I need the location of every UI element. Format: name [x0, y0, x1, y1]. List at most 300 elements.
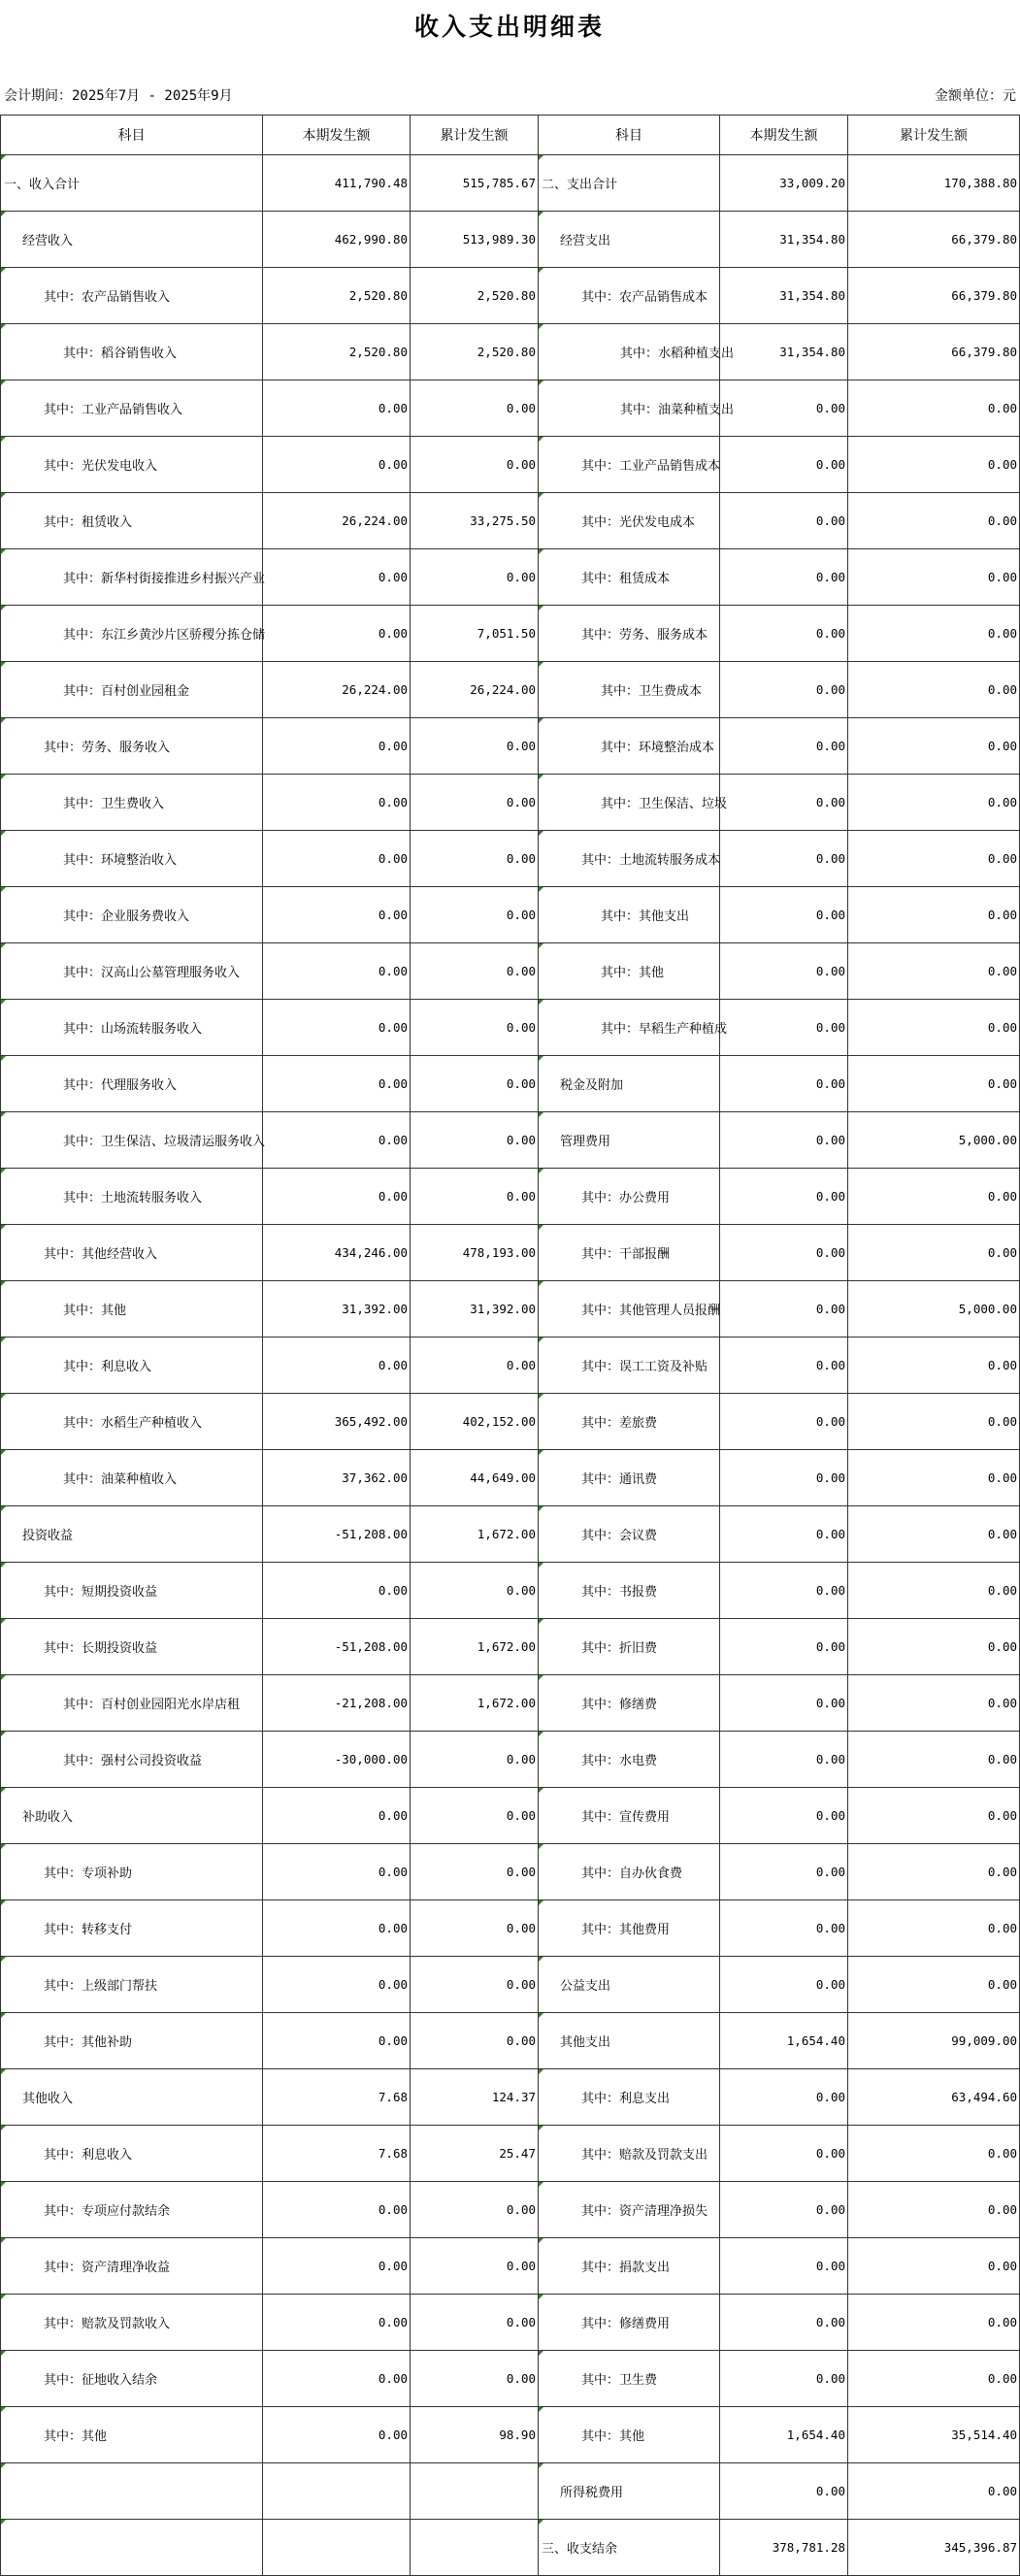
expense-subject: 其中：赔款及罚款支出 [539, 2126, 720, 2182]
expense-current-amount: 0.00 [720, 606, 848, 662]
expense-cumulative-amount: 66,379.80 [848, 212, 1020, 268]
income-current-amount: 0.00 [263, 2351, 411, 2407]
expense-cumulative-amount: 0.00 [848, 1338, 1020, 1394]
income-subject: 其中：租赁收入 [1, 493, 263, 549]
table-row [1, 775, 1020, 831]
table-row [1, 887, 1020, 943]
income-subject: 其中：稻谷销售收入 [1, 324, 263, 380]
income-current-amount: 0.00 [263, 831, 411, 887]
expense-subject: 其中：修缮费 [539, 1675, 720, 1732]
income-cumulative-amount: 0.00 [411, 1056, 539, 1112]
expense-subject: 其他支出 [539, 2013, 720, 2069]
expense-current-amount: 0.00 [720, 1844, 848, 1900]
income-subject: 其中：征地收入结余 [1, 2351, 263, 2407]
income-subject: 经营收入 [1, 212, 263, 268]
income-subject: 其中：企业服务费收入 [1, 887, 263, 943]
expense-subject: 其中：其他支出 [539, 887, 720, 943]
expense-cumulative-amount: 0.00 [848, 2463, 1020, 2520]
income-current-amount: 0.00 [263, 1957, 411, 2013]
table-row [1, 2351, 1020, 2407]
table-row [1, 2463, 1020, 2520]
expense-subject: 其中：卫生费成本 [539, 662, 720, 718]
income-cumulative-amount: 0.00 [411, 1900, 539, 1957]
income-subject: 其中：卫生费收入 [1, 775, 263, 831]
income-cumulative-amount: 0.00 [411, 775, 539, 831]
table-row [1, 2182, 1020, 2238]
expense-cumulative-amount: 0.00 [848, 2238, 1020, 2295]
expense-cumulative-amount: 0.00 [848, 943, 1020, 1000]
income-cumulative-amount: 478,193.00 [411, 1225, 539, 1281]
income-subject: 一、收入合计 [1, 155, 263, 212]
expense-subject: 公益支出 [539, 1957, 720, 2013]
expense-cumulative-amount: 5,000.00 [848, 1281, 1020, 1338]
expense-current-amount: 0.00 [720, 1281, 848, 1338]
income-cumulative-amount: 0.00 [411, 1112, 539, 1169]
table-row [1, 2295, 1020, 2351]
income-subject: 其中：其他补助 [1, 2013, 263, 2069]
expense-subject: 其中：会议费 [539, 1506, 720, 1563]
income-current-amount: 0.00 [263, 943, 411, 1000]
expense-subject: 其中：其他管理人员报酬 [539, 1281, 720, 1338]
expense-subject: 其中：油菜种植支出 [539, 380, 720, 437]
expense-subject: 其中：资产清理净损失 [539, 2182, 720, 2238]
header-subject-right: 科目 [539, 116, 720, 155]
income-cumulative-amount: 31,392.00 [411, 1281, 539, 1338]
income-subject: 投资收益 [1, 1506, 263, 1563]
expense-cumulative-amount: 0.00 [848, 1394, 1020, 1450]
income-current-amount [263, 2463, 411, 2520]
income-current-amount: 2,520.80 [263, 324, 411, 380]
expense-subject: 其中：办公费用 [539, 1169, 720, 1225]
table-row [1, 1450, 1020, 1506]
income-subject: 其中：上级部门帮扶 [1, 1957, 263, 2013]
expense-current-amount: 0.00 [720, 2069, 848, 2126]
income-current-amount: 0.00 [263, 549, 411, 606]
table-row [1, 2069, 1020, 2126]
table-row [1, 1788, 1020, 1844]
currency-unit: 金额单位：元 [935, 88, 1016, 104]
income-subject: 其中：专项补助 [1, 1844, 263, 1900]
income-current-amount: 0.00 [263, 2238, 411, 2295]
header-current-right: 本期发生额 [720, 116, 848, 155]
expense-current-amount: 31,354.80 [720, 324, 848, 380]
income-subject: 其中：其他 [1, 1281, 263, 1338]
table-row [1, 324, 1020, 380]
page-title: 收入支出明细表 [413, 13, 605, 41]
income-cumulative-amount: 98.90 [411, 2407, 539, 2463]
table-row [1, 831, 1020, 887]
income-cumulative-amount: 0.00 [411, 718, 539, 775]
income-cumulative-amount: 0.00 [411, 2295, 539, 2351]
income-cumulative-amount: 0.00 [411, 1844, 539, 1900]
income-subject [1, 2520, 263, 2576]
table-row [1, 1957, 1020, 2013]
income-subject: 其中：利息收入 [1, 1338, 263, 1394]
income-subject: 补助收入 [1, 1788, 263, 1844]
income-subject: 其中：卫生保洁、垃圾清运服务收入 [1, 1112, 263, 1169]
income-expense-table [0, 115, 1020, 2576]
expense-current-amount: 0.00 [720, 2295, 848, 2351]
table-row [1, 1506, 1020, 1563]
income-current-amount: 462,990.80 [263, 212, 411, 268]
expense-subject: 其中：光伏发电成本 [539, 493, 720, 549]
table-row [1, 437, 1020, 493]
income-current-amount: 0.00 [263, 1169, 411, 1225]
expense-cumulative-amount: 0.00 [848, 1056, 1020, 1112]
expense-subject: 管理费用 [539, 1112, 720, 1169]
income-subject [1, 2463, 263, 2520]
expense-subject: 其中：农产品销售成本 [539, 268, 720, 324]
expense-cumulative-amount: 0.00 [848, 1450, 1020, 1506]
income-cumulative-amount: 0.00 [411, 887, 539, 943]
table-row [1, 1394, 1020, 1450]
income-subject: 其中：新华村街接推进乡村振兴产业 [1, 549, 263, 606]
income-current-amount: 0.00 [263, 437, 411, 493]
expense-current-amount: 0.00 [720, 2351, 848, 2407]
expense-current-amount: 0.00 [720, 775, 848, 831]
expense-subject: 二、支出合计 [539, 155, 720, 212]
income-current-amount: 0.00 [263, 2407, 411, 2463]
expense-cumulative-amount: 63,494.60 [848, 2069, 1020, 2126]
income-current-amount: 0.00 [263, 1338, 411, 1394]
income-current-amount: 0.00 [263, 1788, 411, 1844]
expense-current-amount: 0.00 [720, 1169, 848, 1225]
expense-subject: 其中：水电费 [539, 1732, 720, 1788]
table-header-row [1, 116, 1020, 155]
income-cumulative-amount [411, 2463, 539, 2520]
expense-subject: 其中：租赁成本 [539, 549, 720, 606]
expense-current-amount: 0.00 [720, 1675, 848, 1732]
expense-cumulative-amount: 0.00 [848, 1000, 1020, 1056]
income-current-amount: 7.68 [263, 2069, 411, 2126]
expense-subject: 税金及附加 [539, 1056, 720, 1112]
expense-subject: 其中：捐款支出 [539, 2238, 720, 2295]
expense-cumulative-amount: 0.00 [848, 1788, 1020, 1844]
expense-cumulative-amount: 0.00 [848, 2182, 1020, 2238]
table-row [1, 380, 1020, 437]
expense-current-amount: 0.00 [720, 1112, 848, 1169]
expense-cumulative-amount: 0.00 [848, 718, 1020, 775]
income-current-amount: 0.00 [263, 1900, 411, 1957]
income-cumulative-amount: 0.00 [411, 1732, 539, 1788]
income-cumulative-amount: 1,672.00 [411, 1619, 539, 1675]
income-subject: 其中：工业产品销售收入 [1, 380, 263, 437]
expense-subject: 其中：利息支出 [539, 2069, 720, 2126]
income-cumulative-amount: 0.00 [411, 831, 539, 887]
expense-subject: 所得税费用 [539, 2463, 720, 2520]
table-row [1, 155, 1020, 212]
income-cumulative-amount: 0.00 [411, 1338, 539, 1394]
table-row [1, 212, 1020, 268]
expense-current-amount: 0.00 [720, 1394, 848, 1450]
income-subject: 其中：劳务、服务收入 [1, 718, 263, 775]
expense-cumulative-amount: 0.00 [848, 1900, 1020, 1957]
table-row [1, 1844, 1020, 1900]
expense-current-amount: 0.00 [720, 1900, 848, 1957]
income-subject: 其中：资产清理净收益 [1, 2238, 263, 2295]
expense-current-amount: 0.00 [720, 943, 848, 1000]
expense-current-amount: 0.00 [720, 549, 848, 606]
expense-subject: 其中：早稻生产种植成 [539, 1000, 720, 1056]
expense-cumulative-amount: 0.00 [848, 1506, 1020, 1563]
expense-cumulative-amount: 0.00 [848, 1844, 1020, 1900]
expense-current-amount: 0.00 [720, 887, 848, 943]
expense-subject: 三、收支结余 [539, 2520, 720, 2576]
income-cumulative-amount: 1,672.00 [411, 1675, 539, 1732]
expense-current-amount: 0.00 [720, 1056, 848, 1112]
income-current-amount: 365,492.00 [263, 1394, 411, 1450]
income-current-amount: 0.00 [263, 1056, 411, 1112]
income-current-amount: 0.00 [263, 1112, 411, 1169]
expense-subject: 其中：通讯费 [539, 1450, 720, 1506]
expense-subject: 其中：其他费用 [539, 1900, 720, 1957]
table-row [1, 1732, 1020, 1788]
income-subject: 其中：东江乡黄沙片区骄稷分拣仓储 [1, 606, 263, 662]
income-current-amount: 0.00 [263, 2013, 411, 2069]
income-cumulative-amount: 0.00 [411, 2013, 539, 2069]
expense-cumulative-amount: 170,388.80 [848, 155, 1020, 212]
table-row [1, 1281, 1020, 1338]
header-subject-left: 科目 [1, 116, 263, 155]
table-row [1, 718, 1020, 775]
expense-current-amount: 0.00 [720, 2463, 848, 2520]
expense-cumulative-amount: 0.00 [848, 1957, 1020, 2013]
expense-current-amount: 378,781.28 [720, 2520, 848, 2576]
table-row [1, 1000, 1020, 1056]
income-current-amount: 434,246.00 [263, 1225, 411, 1281]
income-cumulative-amount: 0.00 [411, 549, 539, 606]
income-subject: 其中：水稻生产种植收入 [1, 1394, 263, 1450]
income-current-amount: 0.00 [263, 380, 411, 437]
expense-subject: 其中：折旧费 [539, 1619, 720, 1675]
income-subject: 其中：短期投资收益 [1, 1563, 263, 1619]
income-cumulative-amount: 0.00 [411, 1788, 539, 1844]
income-current-amount: 2,520.80 [263, 268, 411, 324]
expense-subject: 其中：其他 [539, 2407, 720, 2463]
expense-cumulative-amount: 0.00 [848, 2126, 1020, 2182]
income-cumulative-amount: 124.37 [411, 2069, 539, 2126]
expense-cumulative-amount: 0.00 [848, 831, 1020, 887]
income-cumulative-amount: 402,152.00 [411, 1394, 539, 1450]
expense-subject: 其中：土地流转服务成本 [539, 831, 720, 887]
expense-subject: 其中：工业产品销售成本 [539, 437, 720, 493]
income-subject: 其中：长期投资收益 [1, 1619, 263, 1675]
income-subject: 其中：汉高山公墓管理服务收入 [1, 943, 263, 1000]
expense-current-amount: 0.00 [720, 2238, 848, 2295]
expense-cumulative-amount: 0.00 [848, 549, 1020, 606]
expense-current-amount: 0.00 [720, 1506, 848, 1563]
income-subject: 其中：其他经营收入 [1, 1225, 263, 1281]
expense-cumulative-amount: 0.00 [848, 1619, 1020, 1675]
expense-subject: 其中：自办伙食费 [539, 1844, 720, 1900]
income-subject: 其中：专项应付款结余 [1, 2182, 263, 2238]
expense-subject: 其中：环境整治成本 [539, 718, 720, 775]
expense-current-amount: 0.00 [720, 1957, 848, 2013]
expense-cumulative-amount: 0.00 [848, 606, 1020, 662]
income-cumulative-amount: 0.00 [411, 1000, 539, 1056]
income-cumulative-amount: 0.00 [411, 943, 539, 1000]
expense-cumulative-amount: 0.00 [848, 2295, 1020, 2351]
income-cumulative-amount: 26,224.00 [411, 662, 539, 718]
expense-cumulative-amount: 0.00 [848, 1563, 1020, 1619]
income-subject: 其中：其他 [1, 2407, 263, 2463]
income-cumulative-amount: 513,989.30 [411, 212, 539, 268]
income-subject: 其中：转移支付 [1, 1900, 263, 1957]
expense-cumulative-amount: 0.00 [848, 775, 1020, 831]
income-current-amount [263, 2520, 411, 2576]
income-current-amount: 26,224.00 [263, 493, 411, 549]
income-cumulative-amount: 2,520.80 [411, 324, 539, 380]
expense-cumulative-amount: 0.00 [848, 437, 1020, 493]
income-current-amount: -51,208.00 [263, 1619, 411, 1675]
table-row [1, 662, 1020, 718]
income-cumulative-amount: 0.00 [411, 380, 539, 437]
income-current-amount: 411,790.48 [263, 155, 411, 212]
expense-current-amount: 0.00 [720, 2182, 848, 2238]
expense-cumulative-amount: 0.00 [848, 662, 1020, 718]
expense-subject: 其中：差旅费 [539, 1394, 720, 1450]
table-row [1, 549, 1020, 606]
income-current-amount: 0.00 [263, 775, 411, 831]
income-cumulative-amount [411, 2520, 539, 2576]
income-current-amount: 26,224.00 [263, 662, 411, 718]
expense-current-amount: 0.00 [720, 1000, 848, 1056]
income-current-amount: 0.00 [263, 2182, 411, 2238]
table-row [1, 2126, 1020, 2182]
income-current-amount: 7.68 [263, 2126, 411, 2182]
expense-cumulative-amount: 0.00 [848, 493, 1020, 549]
header-cumulative-right: 累计发生额 [848, 116, 1020, 155]
income-cumulative-amount: 2,520.80 [411, 268, 539, 324]
table-row [1, 943, 1020, 1000]
expense-current-amount: 0.00 [720, 1619, 848, 1675]
income-cumulative-amount: 0.00 [411, 2238, 539, 2295]
expense-cumulative-amount: 99,009.00 [848, 2013, 1020, 2069]
income-current-amount: -51,208.00 [263, 1506, 411, 1563]
table-row [1, 1225, 1020, 1281]
income-subject: 其中：山场流转服务收入 [1, 1000, 263, 1056]
income-cumulative-amount: 25.47 [411, 2126, 539, 2182]
income-current-amount: 0.00 [263, 2295, 411, 2351]
expense-subject: 其中：书报费 [539, 1563, 720, 1619]
table-body [1, 155, 1020, 2576]
expense-current-amount: 0.00 [720, 1225, 848, 1281]
table-row [1, 606, 1020, 662]
expense-current-amount: 0.00 [720, 1788, 848, 1844]
income-current-amount: 0.00 [263, 718, 411, 775]
table-row [1, 2407, 1020, 2463]
income-cumulative-amount: 0.00 [411, 437, 539, 493]
expense-cumulative-amount: 66,379.80 [848, 324, 1020, 380]
table-row [1, 1900, 1020, 1957]
expense-cumulative-amount: 0.00 [848, 1732, 1020, 1788]
income-subject: 其中：百村创业园阳光水岸店租 [1, 1675, 263, 1732]
expense-cumulative-amount: 5,000.00 [848, 1112, 1020, 1169]
income-current-amount: 0.00 [263, 887, 411, 943]
income-cumulative-amount: 0.00 [411, 2182, 539, 2238]
income-cumulative-amount: 515,785.67 [411, 155, 539, 212]
expense-current-amount: 0.00 [720, 437, 848, 493]
expense-current-amount: 0.00 [720, 2126, 848, 2182]
expense-subject: 其中：误工工资及补贴 [539, 1338, 720, 1394]
income-subject: 其中：百村创业园租金 [1, 662, 263, 718]
table-row [1, 1056, 1020, 1112]
income-subject: 其中：代理服务收入 [1, 1056, 263, 1112]
income-cumulative-amount: 1,672.00 [411, 1506, 539, 1563]
expense-cumulative-amount: 66,379.80 [848, 268, 1020, 324]
income-current-amount: 37,362.00 [263, 1450, 411, 1506]
expense-current-amount: 0.00 [720, 662, 848, 718]
income-subject: 其中：土地流转服务收入 [1, 1169, 263, 1225]
income-cumulative-amount: 44,649.00 [411, 1450, 539, 1506]
expense-cumulative-amount: 0.00 [848, 380, 1020, 437]
expense-current-amount: 0.00 [720, 493, 848, 549]
income-cumulative-amount: 7,051.50 [411, 606, 539, 662]
income-cumulative-amount: 0.00 [411, 1563, 539, 1619]
expense-cumulative-amount: 345,396.87 [848, 2520, 1020, 2576]
table-row [1, 1675, 1020, 1732]
expense-current-amount: 1,654.40 [720, 2407, 848, 2463]
income-cumulative-amount: 0.00 [411, 1169, 539, 1225]
expense-subject: 其中：修缮费用 [539, 2295, 720, 2351]
expense-current-amount: 0.00 [720, 831, 848, 887]
expense-subject: 其中：劳务、服务成本 [539, 606, 720, 662]
income-current-amount: 0.00 [263, 1000, 411, 1056]
expense-subject: 其中：卫生保洁、垃圾 [539, 775, 720, 831]
expense-current-amount: 0.00 [720, 1338, 848, 1394]
expense-current-amount: 31,354.80 [720, 212, 848, 268]
expense-current-amount: 0.00 [720, 1563, 848, 1619]
expense-cumulative-amount: 35,514.40 [848, 2407, 1020, 2463]
table-row [1, 2520, 1020, 2576]
expense-cumulative-amount: 0.00 [848, 2351, 1020, 2407]
income-subject: 其他收入 [1, 2069, 263, 2126]
table-row [1, 1563, 1020, 1619]
income-subject: 其中：农产品销售收入 [1, 268, 263, 324]
income-current-amount: 31,392.00 [263, 1281, 411, 1338]
income-cumulative-amount: 0.00 [411, 1957, 539, 2013]
table-row [1, 1338, 1020, 1394]
expense-subject: 其中：其他 [539, 943, 720, 1000]
income-current-amount: 0.00 [263, 1844, 411, 1900]
income-current-amount: -30,000.00 [263, 1732, 411, 1788]
expense-current-amount: 0.00 [720, 718, 848, 775]
table-row [1, 268, 1020, 324]
table-row [1, 1619, 1020, 1675]
table-row [1, 1169, 1020, 1225]
expense-subject: 经营支出 [539, 212, 720, 268]
income-current-amount: -21,208.00 [263, 1675, 411, 1732]
income-subject: 其中：利息收入 [1, 2126, 263, 2182]
table-row [1, 2238, 1020, 2295]
expense-current-amount: 0.00 [720, 380, 848, 437]
expense-current-amount: 1,654.40 [720, 2013, 848, 2069]
income-subject: 其中：环境整治收入 [1, 831, 263, 887]
expense-cumulative-amount: 0.00 [848, 1169, 1020, 1225]
expense-current-amount: 0.00 [720, 1450, 848, 1506]
expense-subject: 其中：干部报酬 [539, 1225, 720, 1281]
income-subject: 其中：赔款及罚款收入 [1, 2295, 263, 2351]
income-subject: 其中：光伏发电收入 [1, 437, 263, 493]
expense-current-amount: 33,009.20 [720, 155, 848, 212]
expense-cumulative-amount: 0.00 [848, 1225, 1020, 1281]
header-cumulative-left: 累计发生额 [411, 116, 539, 155]
income-subject: 其中：油菜种植收入 [1, 1450, 263, 1506]
expense-current-amount: 31,354.80 [720, 268, 848, 324]
expense-subject: 其中：水稻种植支出 [539, 324, 720, 380]
accounting-period: 会计期间：2025年7月 - 2025年9月 [4, 88, 233, 104]
table-row [1, 493, 1020, 549]
